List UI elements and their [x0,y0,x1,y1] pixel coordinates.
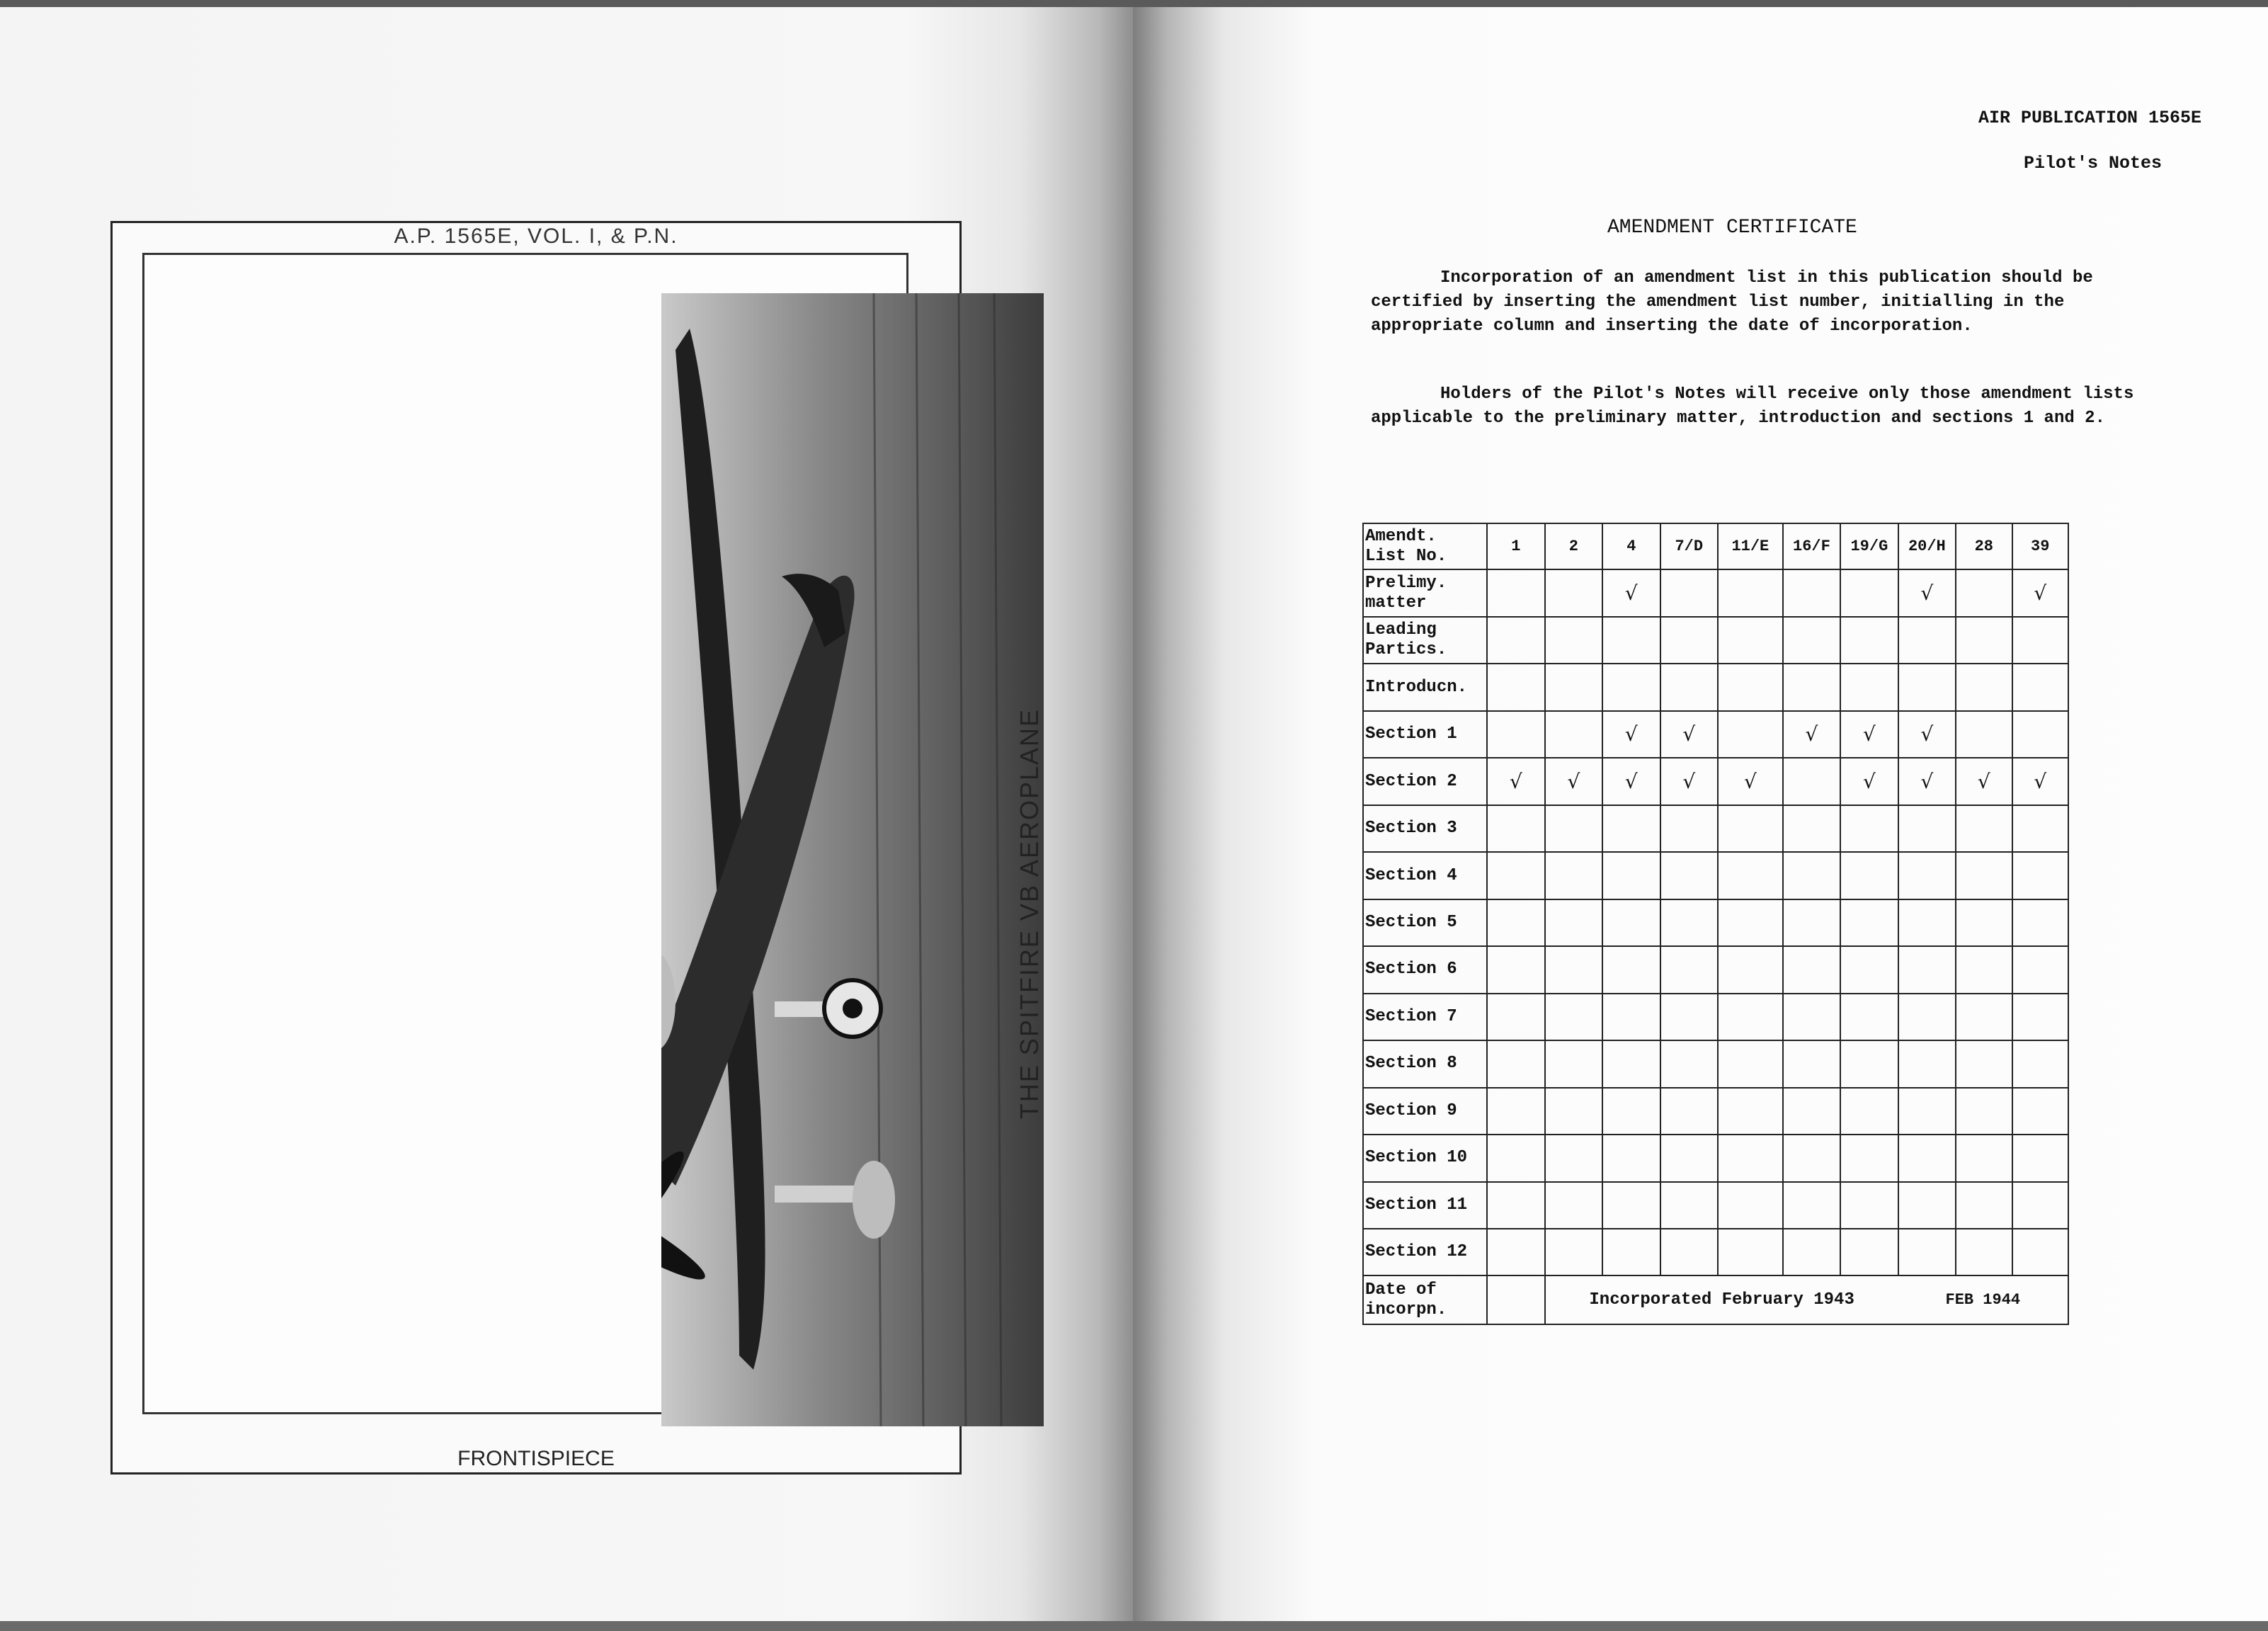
amendment-cell [1487,852,1544,899]
amendment-cell [1718,758,1783,805]
amendment-cell [1783,994,1840,1040]
column-header: 4 [1602,523,1660,569]
amendment-cell [1660,1135,1718,1181]
table-row [1363,946,2068,993]
amendment-cell [1783,1182,1840,1229]
amendment-cell [1602,1229,1660,1275]
check-mark-icon: √ [1920,769,1934,793]
amendment-cell [1718,664,1783,710]
row-label: Section 3 [1363,805,1487,852]
amendment-cell [1898,994,1956,1040]
amendment-cell [1602,946,1660,993]
table-row [1363,664,2068,710]
amendment-cell [1545,994,1602,1040]
amendment-cell [1840,1040,1898,1087]
amendment-cell [2012,711,2068,758]
amendment-cell [2012,852,2068,899]
certificate-title: AMENDMENT CERTIFICATE [1607,217,1857,239]
amendment-cell [1840,899,1898,946]
holders-paragraph: Holders of the Pilot's Notes will receive only those amendment lists applicable to the preliminary matter, introduction and sections 1 and 2. [1371,385,2134,428]
amendment-cell [1783,805,1840,852]
amendment-cell [1660,805,1718,852]
row-label: Section 10 [1363,1135,1487,1181]
amendment-table-body [1363,523,2068,1324]
amendment-cell [1783,664,1840,710]
check-mark-icon: √ [1509,769,1522,793]
date-row [1363,1275,2068,1324]
amendment-cell [1487,805,1544,852]
amendment-cell [1718,1088,1783,1135]
amendment-cell [1783,711,1840,758]
amendment-cell [1898,1040,1956,1087]
amendment-cell [1545,711,1602,758]
column-header: 11/E [1718,523,1783,569]
amendment-cell [1718,1182,1783,1229]
book-bottom-edge [0,1621,2268,1631]
amendment-cell [1545,852,1602,899]
table-row [1363,569,2068,616]
amendment-cell [1840,1229,1898,1275]
amendment-cell [1718,946,1783,993]
amendment-cell [1718,805,1783,852]
amendment-cell [1718,1229,1783,1275]
spitfire-aircraft-image [661,293,1044,1426]
amendment-cell [1660,617,1718,664]
amendment-cell [1898,1088,1956,1135]
amendment-cell [1545,946,1602,993]
amendment-cell [2012,758,2068,805]
amendment-cell [1545,1040,1602,1087]
table-row [1363,711,2068,758]
plate-reference: A.P. 1565E, VOL. I, & P.N. [394,225,678,248]
amendment-cell [1718,1040,1783,1087]
amendment-cell [1487,711,1544,758]
amendment-cell [1840,946,1898,993]
plate-photo-frame [142,253,1044,1414]
amendment-cell [2012,805,2068,852]
amendment-cell [1898,569,1956,616]
left-page [0,7,1133,1624]
amendment-cell [1898,1229,1956,1275]
amendment-cell [1545,1088,1602,1135]
amendment-cell [1956,1182,2012,1229]
check-mark-icon: √ [2034,581,2047,605]
table-row [1363,758,2068,805]
amendment-cell [1487,899,1544,946]
row-label: Section 11 [1363,1182,1487,1229]
amendment-cell [1783,1040,1840,1087]
amendment-cell [1660,711,1718,758]
amendment-cell [1898,805,1956,852]
row-label: Section 5 [1363,899,1487,946]
column-header: 19/G [1840,523,1898,569]
date-cell [1487,1275,1544,1324]
check-mark-icon: √ [1624,769,1638,793]
column-header: 7/D [1660,523,1718,569]
amendment-cell [1487,758,1544,805]
amendment-cell [1660,664,1718,710]
amendment-cell [1487,994,1544,1040]
column-header: 2 [1545,523,1602,569]
amendment-cell [2012,664,2068,710]
amendment-cell [1602,758,1660,805]
amendment-cell [1602,617,1660,664]
table-row [1363,617,2068,664]
table-row [1363,1135,2068,1181]
row-label: Section 12 [1363,1229,1487,1275]
check-mark-icon: √ [1743,769,1757,793]
amendment-cell [1956,664,2012,710]
row-label: Section 1 [1363,711,1487,758]
amendment-cell [2012,899,2068,946]
amendment-cell [2012,569,2068,616]
column-header: 20/H [1898,523,1956,569]
amendment-cell [1487,617,1544,664]
amendment-cell [1840,852,1898,899]
amendment-cell [1956,711,2012,758]
amendment-cell [1660,1229,1718,1275]
amendment-cell [1718,899,1783,946]
amendment-cell [1840,711,1898,758]
amendment-cell [1718,1135,1783,1181]
amendment-cell [1956,1135,2012,1181]
last-date-text: FEB 1944 [1898,1275,2068,1324]
amendment-cell [1783,852,1840,899]
table-row [1363,1229,2068,1275]
amendment-cell [1898,664,1956,710]
row-label: Leading Partics. [1363,617,1487,664]
amendment-table [1362,523,2069,1325]
amendment-cell [1783,946,1840,993]
amendment-cell [1602,1182,1660,1229]
column-header: 1 [1487,523,1544,569]
amendment-cell [1602,1135,1660,1181]
amendment-cell [1487,946,1544,993]
amendment-cell [1956,1040,2012,1087]
amendment-cell [1956,899,2012,946]
amendment-cell [1840,664,1898,710]
amendment-cell [1487,1088,1544,1135]
amendment-cell [1545,569,1602,616]
spitfire-photo [661,293,1044,1426]
row-label: Section 4 [1363,852,1487,899]
amendment-cell [1783,899,1840,946]
amendment-cell [1602,994,1660,1040]
amendment-cell [1898,758,1956,805]
column-header: 39 [2012,523,2068,569]
row-label: Section 9 [1363,1088,1487,1135]
amendment-cell [1956,852,2012,899]
amendment-cell [1545,899,1602,946]
amendment-cell [1545,664,1602,710]
row-label: Section 2 [1363,758,1487,805]
amendment-cell [1783,1135,1840,1181]
amendment-cell [1783,758,1840,805]
amendment-cell [1602,569,1660,616]
amendment-cell [1956,758,2012,805]
column-header: 16/F [1783,523,1840,569]
check-mark-icon: √ [1624,581,1638,605]
amendment-cell [1718,569,1783,616]
amendment-cell [1840,994,1898,1040]
amendment-cell [1487,1135,1544,1181]
amendment-cell [1956,994,2012,1040]
amendment-cell [1783,617,1840,664]
amendment-cell [2012,617,2068,664]
table-row [1363,1088,2068,1135]
amendment-cell [1718,852,1783,899]
table-row [1363,1182,2068,1229]
amendment-cell [1487,664,1544,710]
amendment-cell [1660,852,1718,899]
amendment-cell [1840,1182,1898,1229]
plate-caption-text: THE SPITFIRE VB AEROPLANE [1015,707,1044,1120]
check-mark-icon: √ [1805,722,1818,746]
amendment-cell [1956,805,2012,852]
amendment-cell [1660,899,1718,946]
amendment-cell [1956,569,2012,616]
amendment-cell [1660,758,1718,805]
incorporated-text: Incorporated February 1943 [1545,1275,1898,1324]
amendment-cell [1840,1135,1898,1181]
amendment-cell [1718,617,1783,664]
publication-header: AIR PUBLICATION 1565E [1978,108,2202,128]
amendment-cell [1840,617,1898,664]
amendment-cell [2012,1229,2068,1275]
amendment-cell [1956,1088,2012,1135]
check-mark-icon: √ [1567,769,1580,793]
amendment-cell [1660,946,1718,993]
amendment-cell [1840,1088,1898,1135]
amendment-cell [1898,946,1956,993]
amendment-cell [1956,946,2012,993]
check-mark-icon: √ [1862,769,1876,793]
row-label: Section 6 [1363,946,1487,993]
amendment-cell [1660,569,1718,616]
amendment-cell [1956,617,2012,664]
amendment-cell [1545,758,1602,805]
instruction-paragraph: Incorporation of an amendment list in this publication should be certified by inserting the amendment list number, initialling in the appropriate column and inserting the date of incorporation. [1371,268,2093,336]
table-row [1363,852,2068,899]
amendment-cell [1898,711,1956,758]
column-header: 28 [1956,523,2012,569]
amendment-cell [1602,899,1660,946]
amendment-cell [1783,569,1840,616]
date-row-label: Date of incorpn. [1363,1275,1487,1324]
amendment-cell [1602,711,1660,758]
amendment-cell [1487,1229,1544,1275]
amendment-cell [2012,994,2068,1040]
amendment-cell [1898,617,1956,664]
amendment-cell [1898,1135,1956,1181]
frontispiece-plate [110,221,1044,1474]
amendment-cell [2012,946,2068,993]
amendment-cell [1898,852,1956,899]
amendment-cell [1545,805,1602,852]
amendment-cell [2012,1135,2068,1181]
amendment-cell [2012,1040,2068,1087]
check-mark-icon: √ [2034,769,2047,793]
row-label: Section 8 [1363,1040,1487,1087]
amendment-cell [1487,1182,1544,1229]
amendment-cell [1783,1088,1840,1135]
table-row [1363,1040,2068,1087]
amendment-cell [1956,1229,2012,1275]
amendment-cell [1487,1040,1544,1087]
check-mark-icon: √ [1920,722,1934,746]
amendment-cell [1545,1229,1602,1275]
amendment-cell [1898,899,1956,946]
amendment-cell [1840,758,1898,805]
amendment-cell [1602,1088,1660,1135]
amendment-cell [1898,1182,1956,1229]
check-mark-icon: √ [1682,769,1696,793]
table-row [1363,805,2068,852]
amendment-cell [1840,569,1898,616]
amendment-cell [1660,994,1718,1040]
amendment-cell [2012,1182,2068,1229]
amendment-cell [1545,1135,1602,1181]
amendment-cell [1602,805,1660,852]
check-mark-icon: √ [1862,722,1876,746]
header-label: Amendt. List No. [1363,523,1487,569]
table-row [1363,994,2068,1040]
amendment-cell [1545,617,1602,664]
amendment-cell [1602,664,1660,710]
plate-footer: FRONTISPIECE [457,1447,615,1470]
row-label: Prelimy. matter [1363,569,1487,616]
amendment-cell [1660,1040,1718,1087]
table-header-row [1363,523,2068,569]
amendment-cell [2012,1088,2068,1135]
amendment-cell [1660,1182,1718,1229]
row-label: Section 7 [1363,994,1487,1040]
check-mark-icon: √ [1682,722,1696,746]
check-mark-icon: √ [1624,722,1638,746]
amendment-cell [1718,711,1783,758]
amendment-cell [1783,1229,1840,1275]
table-row [1363,899,2068,946]
notes-header: Pilot's Notes [2024,153,2162,174]
check-mark-icon: √ [1977,769,1990,793]
amendment-cell [1487,569,1544,616]
amendment-cell [1718,994,1783,1040]
amendment-cell [1602,1040,1660,1087]
amendment-cell [1602,852,1660,899]
amendment-cell [1545,1182,1602,1229]
amendment-cell [1660,1088,1718,1135]
amendment-cell [1840,805,1898,852]
row-label: Introducn. [1363,664,1487,710]
check-mark-icon: √ [1920,581,1934,605]
